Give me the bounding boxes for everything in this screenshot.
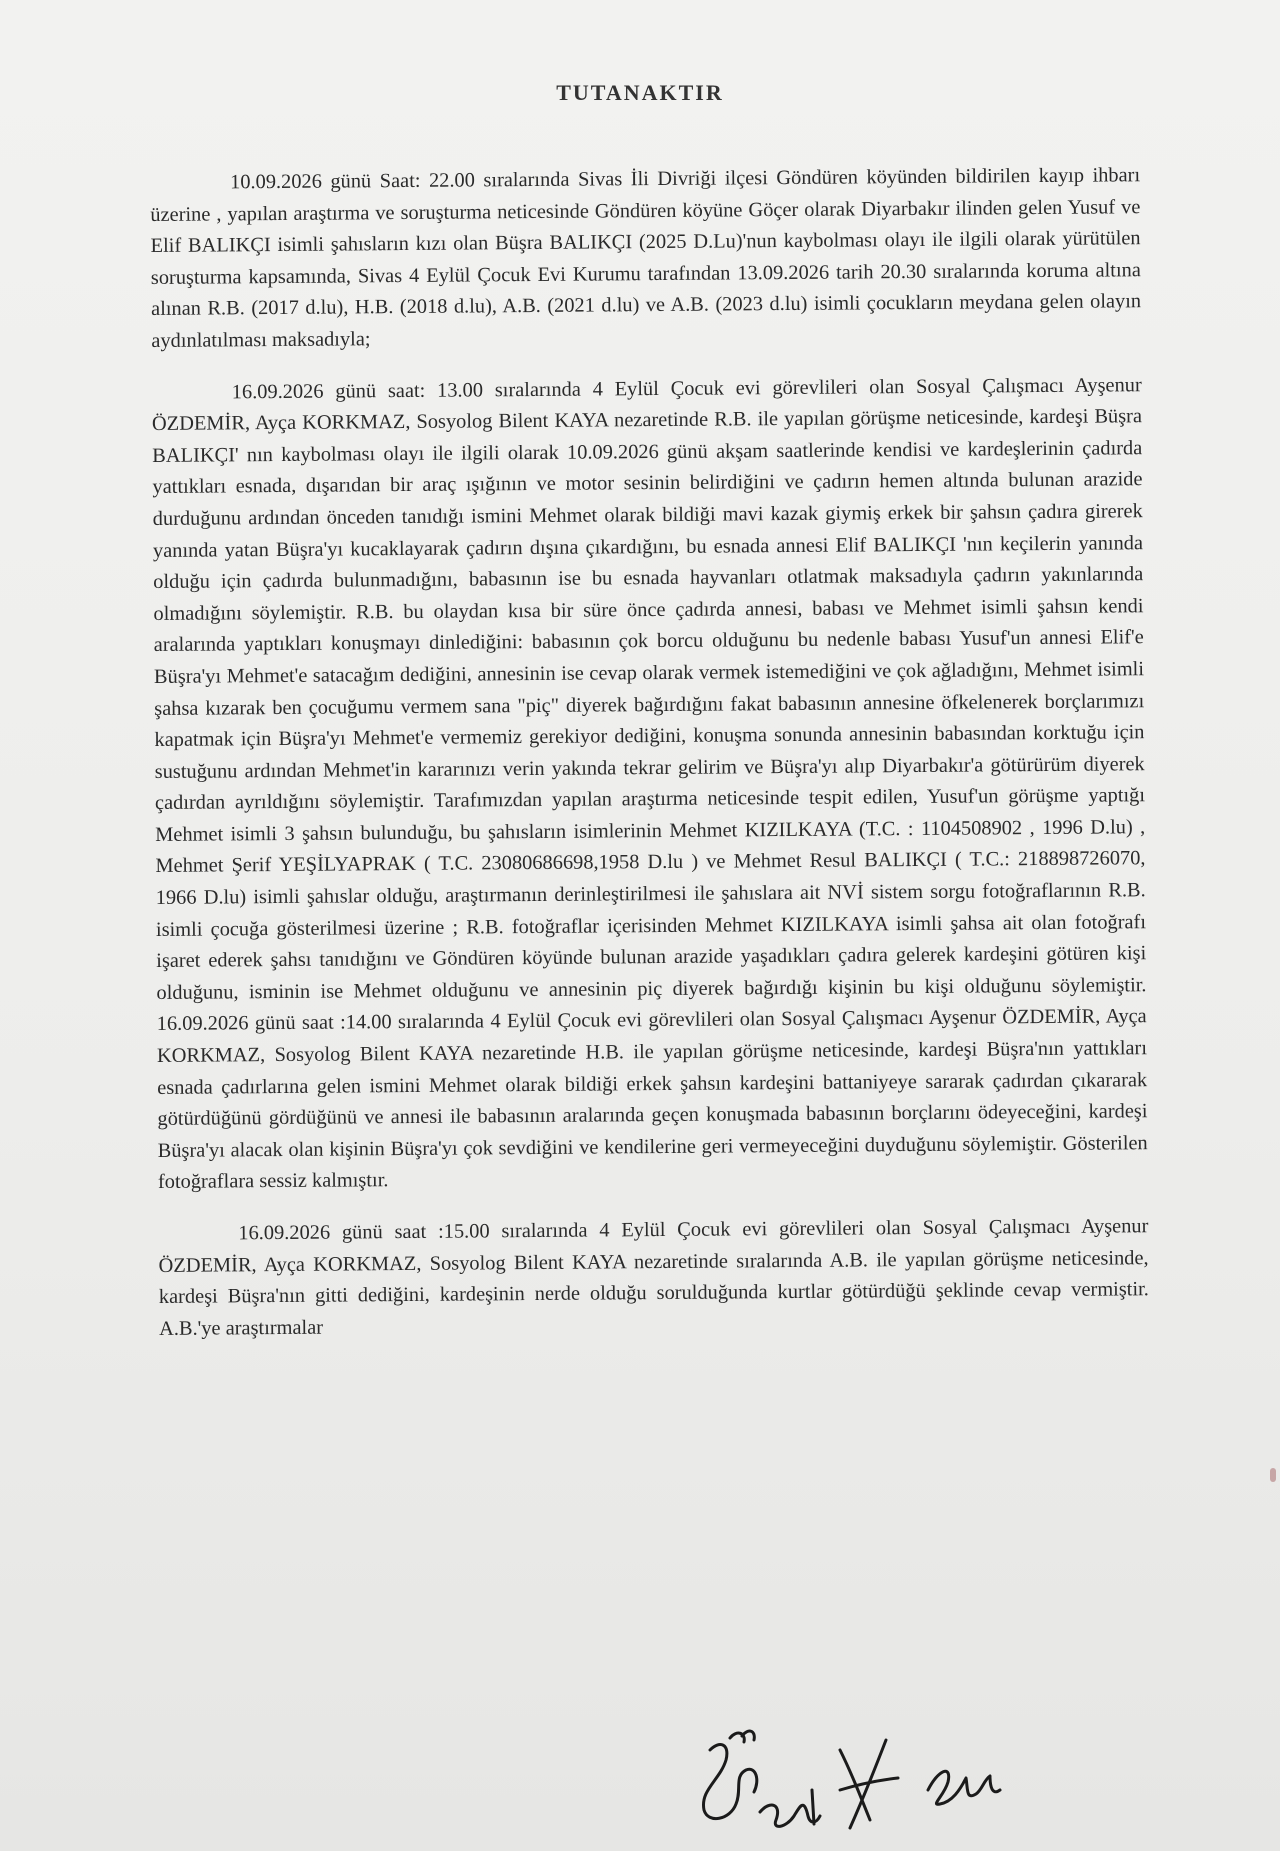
document-title: TUTANAKTIR: [556, 80, 724, 105]
signature-1: [703, 1731, 756, 1818]
handwritten-signatures: [690, 1720, 1050, 1840]
paragraph-1: 10.09.2026 günü Saat: 22.00 sıralarında Sivas İli Divriği ilçesi Göndüren köyünden bildirilen kayıp ihbarı üzerine , yapılan araştırma ve soruşturma neticesinde Göndüren köyüne Göçer olarak Diyarbakır ilinden gelen Yusuf ve Elif BALIKÇI isimli şahısların kızı olan Büşra BALIKÇI (2025 D.Lu)'nun kaybolması olayı ile ilgili olarak yürütülen soruşturma kapsamında, Sivas 4 Eylül Çocuk Evi Kurumu tarafından 13.09.2026 tarih 20.30 sıralarında koruma altına alınan R.B. (2017 d.lu), H.B. (2018 d.lu), A.B. (2021 d.lu) ve A.B. (2023 d.lu) isimli çocukların meydana gelen olayın aydınlatılması maksadıyla;: [150, 164, 1142, 352]
paragraph-3: 16.09.2026 günü saat :15.00 sıralarında 4 Eylül Çocuk evi görevlileri olan Sosyal Çalışmacı Ayşenur ÖZDEMİR, Ayça KORKMAZ, Sosyolog Bilent KAYA nezaretinde sıralarında A.B. ile yapılan görüşme neticesinde, kardeşi Büşra'nın gitti dediğini, kardeşinin nerde olduğu sorulduğunda kurtlar götürdüğü şeklinde cevap vermiştir. A.B.'ye araştırmalar: [158, 1215, 1149, 1340]
signature-3: [928, 1771, 1000, 1804]
paragraph-2: 16.09.2026 günü saat: 13.00 sıralarında 4 Eylül Çocuk evi görevlileri olan Sosyal Çalışmacı Ayşenur ÖZDEMİR, Ayça KORKMAZ, Sosyolog Bilent KAYA nezaretinde R.B. ile yapılan görüşme neticesinde, kardeşi Büşra BALIKÇI' nın kaybolması olayı ile ilgili olarak 10.09.2026 günü akşam saatlerinde kendisi ve kardeşlerinin çadırda yattıkları esnada, dışarıdan bir araç ışığının ve motor sesinin belirdiğini ve çadırın hemen altında bulunan arazide durduğunu ardından önceden tanıdığı ismini Mehmet olarak bildiği mavi kazak giymiş erkek bir şahsın çadıra girerek yanında yatan Büşra'yı kucaklayarak çadırın dışına çıkardığını, bu esnada annesi Elif BALIKÇI 'nın keçilerin yanında olduğu için çadırda bulunmadığını, babasının ise bu esnada hayvanları otlatmak maksadıyla çadırın yakınlarında olmadığını söylemiştir. R.B. bu olaydan kısa bir süre önce çadırda annesi, babası ve Mehmet isimli şahsın kendi aralarında yaptıkları konuşmayı dinlediğini: babasının çok borcu olduğunu bu nedenle babası Yusuf'un annesi Elif'e Büşra'yı Mehmet'e satacağım dediğini, annesinin ise cevap olarak vermek istemediğini ve çok ağladığını, Mehmet isimli şahsa kızarak ben çocuğumu vermem sana "piç" diyerek bağırdığını fakat babasının annesine öfkelenerek borçlarımızı kapatmak için Büşra'yı Mehmet'e vermemiz gerekiyor dediğini, konuşma sonunda annesinin babasından korktuğu için sustuğunu ardından Mehmet'in kararınızı verin yakında tekrar gelirim ve Büşra'yı alıp Diyarbakır'a götürürüm diyerek çadırdan ayrıldığını söylemiştir. Tarafımızdan yapılan araştırma neticesinde tespit edilen, Yusuf'un görüşme yaptığı Mehmet isimli 3 şahsın bulunduğu, bu şahısların isimlerinin Mehmet KIZILKAYA (T.C. : 1104508902 , 1996 D.lu) , Mehmet Şerif YEŞİLYAPRAK ( T.C. 23080686698,1958 D.lu ) ve Mehmet Resul BALIKÇI ( T.C.: 218898726070, 1966 D.lu) isimli şahıslar olduğu, araştırmanın derinleştirilmesi ile şahıslara ait NVİ sistem sorgu fotoğraflarının R.B. isimli çocuğa gösterilmesi üzerine ; R.B. fotoğraflar içerisinden Mehmet KIZILKAYA isimli şahsa ait olan fotoğrafı işaret ederek şahsı tanıdığını ve Göndüren köyünde bulunan arazide yaşadıkları çadıra gelerek kardeşini götüren kişi olduğunu, isminin ise Mehmet olduğunu ve annesinin piç diyerek bağırdığı kişinin bu kişi olduğunu söylemiştir. 16.09.2026 günü saat :14.00 sıralarında 4 Eylül Çocuk evi görevlileri olan Sosyal Çalışmacı Ayşenur ÖZDEMİR, Ayça KORKMAZ, Sosyolog Bilent KAYA nezaretinde H.B. ile yapılan görüşme neticesinde, kardeşi Büşra'nın yattıkları esnada çadırlarına gelen ismini Mehmet olarak bildiği erkek şahsın kardeşini battaniyeye sararak çadırdan çıkararak götürdüğünü gördüğünü ve annesi ile babasının aralarında geçen konuşmada babasının borçlarını ödeyeceğini, kardeşi Büşra'yı alacak olan kişinin Büşra'yı çok sevdiğini ve kendilerine geri vermeyeceğini duyduğunu söylemiştir. Gösterilen fotoğraflara sessiz kalmıştır.: [151, 373, 1148, 1194]
document-body: [150, 160, 1149, 1345]
page-edge-mark: [1270, 1468, 1276, 1482]
signature-1b: [760, 1790, 820, 1826]
signature-2: [840, 1740, 898, 1828]
